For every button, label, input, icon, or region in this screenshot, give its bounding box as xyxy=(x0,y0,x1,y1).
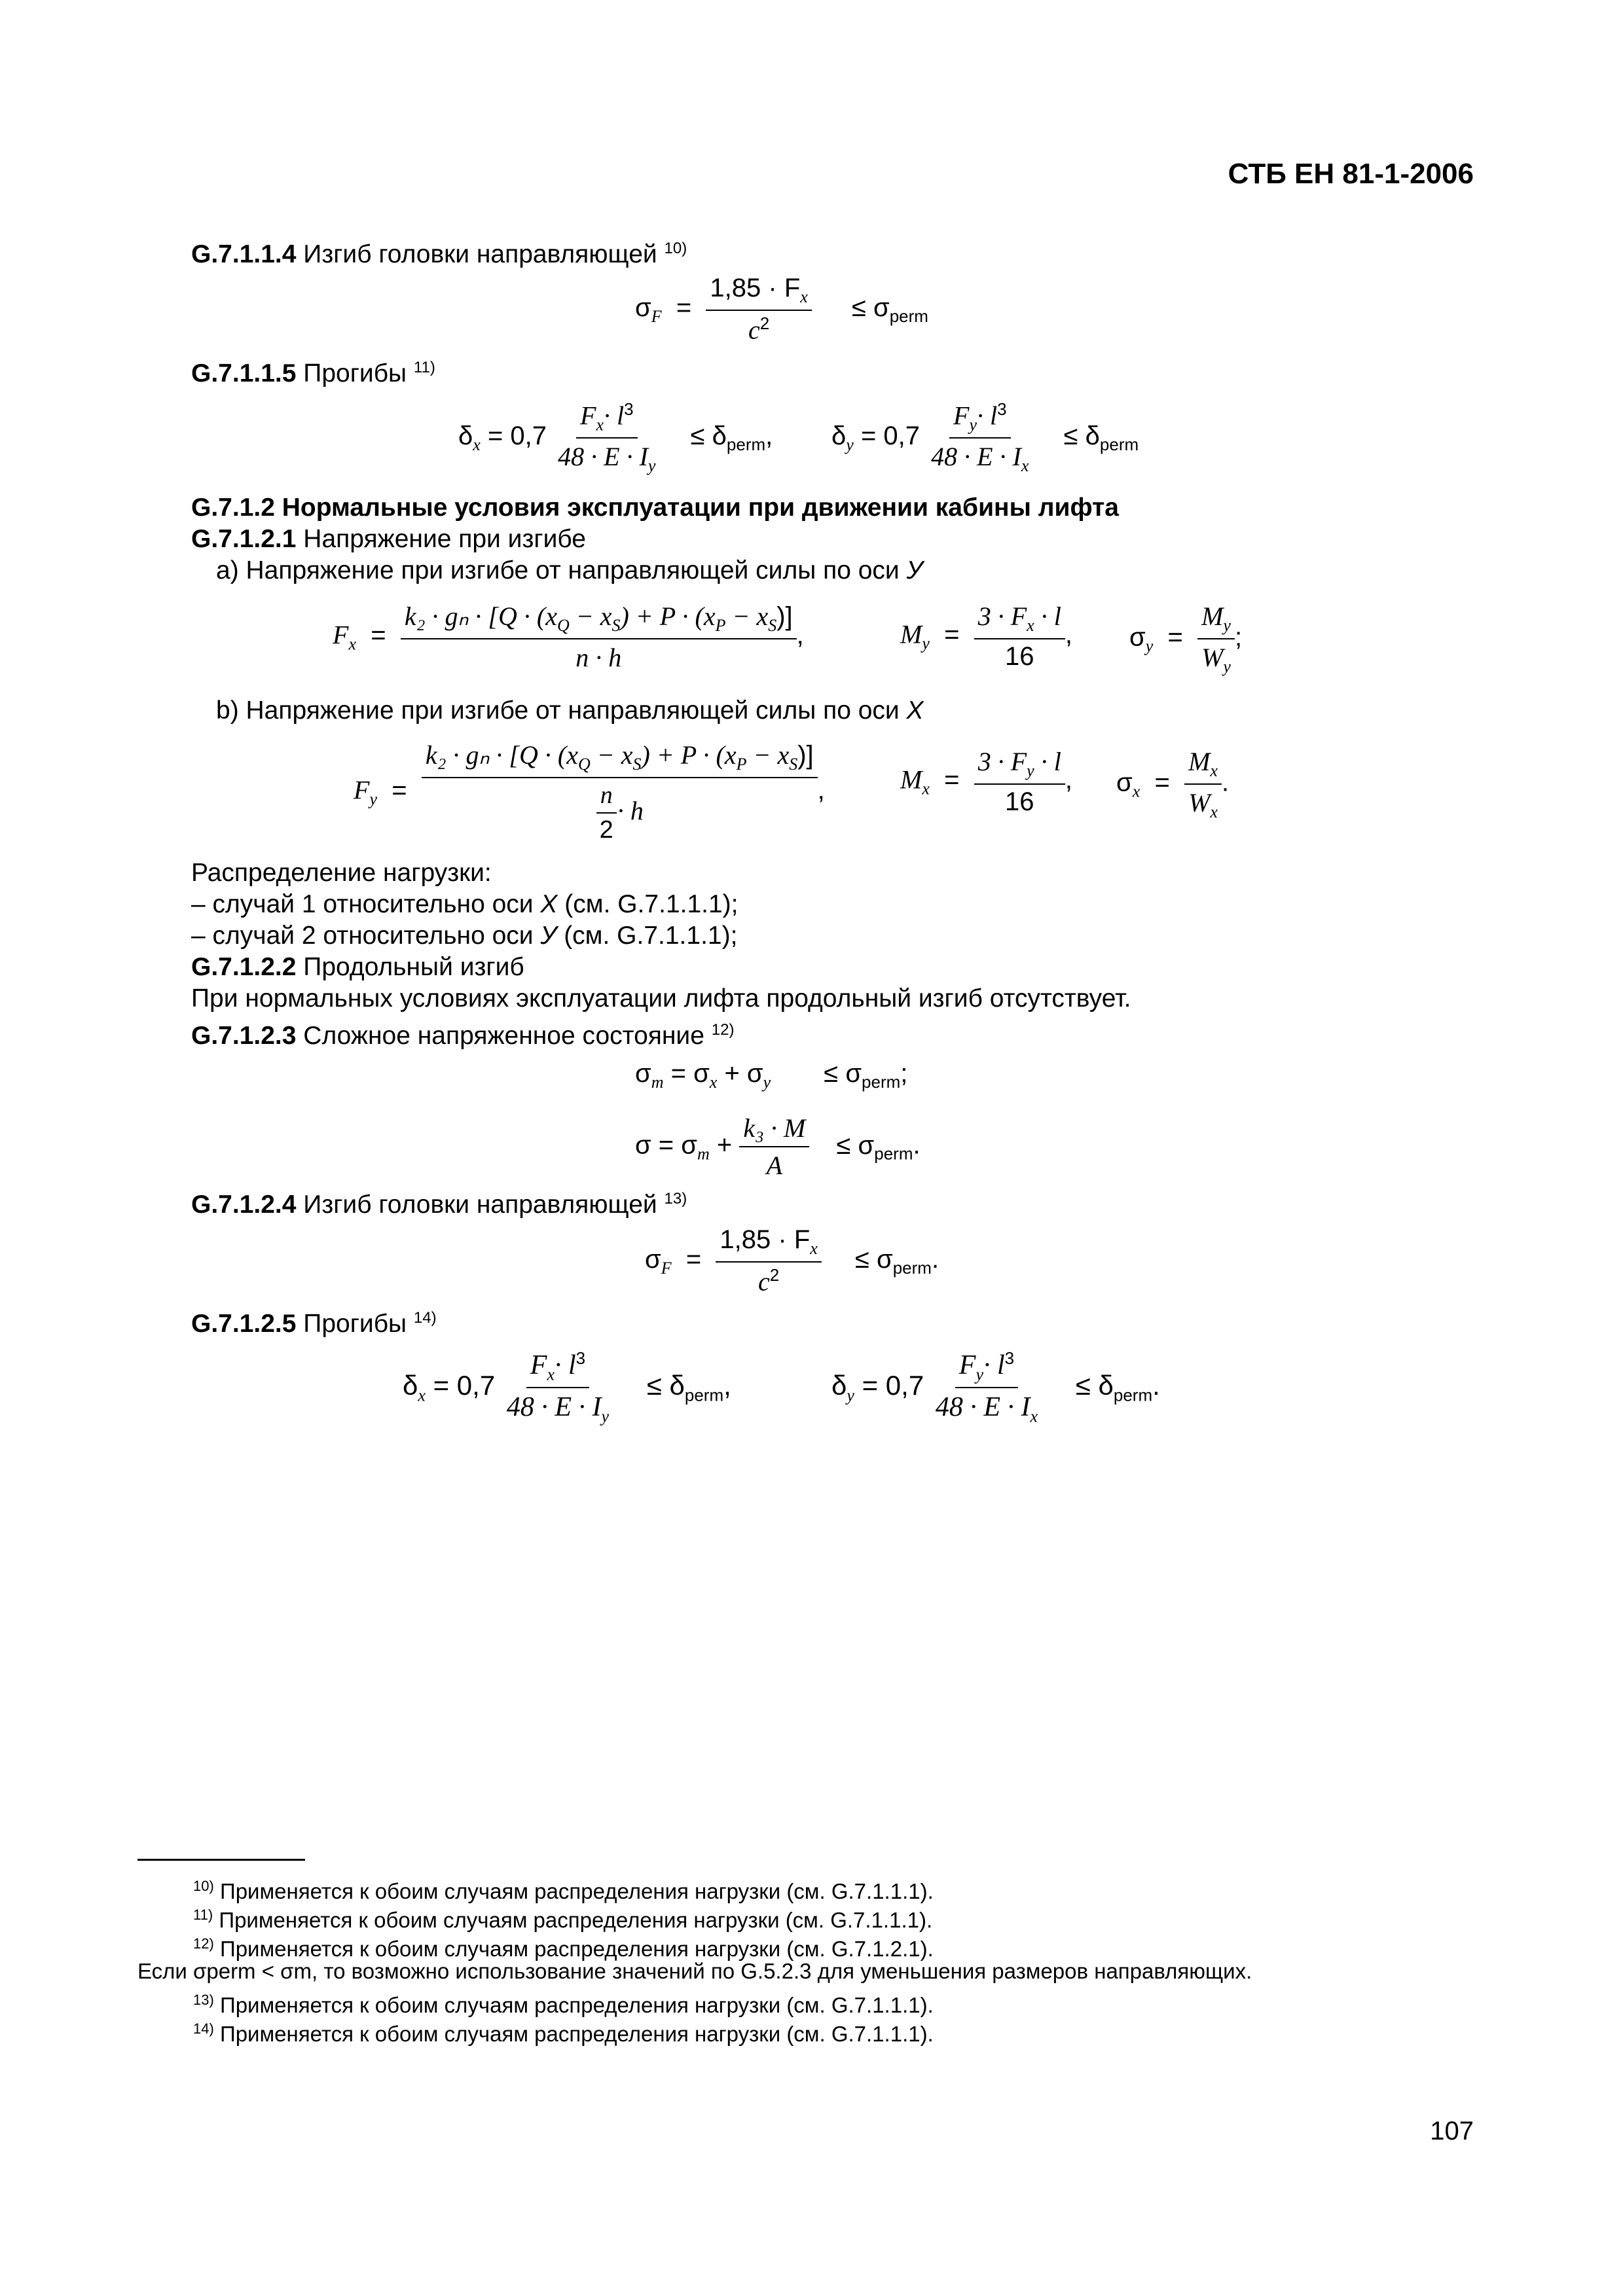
formula-deflection-x-2 xyxy=(403,1348,731,1427)
subscript: y xyxy=(1145,636,1154,656)
case-text: – случай 2 относительно оси xyxy=(191,922,541,950)
subscript: y xyxy=(1223,657,1231,676)
footnote xyxy=(137,1958,1252,1984)
footnote-ref: 12) xyxy=(711,1021,735,1039)
section-number: G.7.1.2.1 xyxy=(191,525,297,553)
footnote xyxy=(193,1931,934,1962)
relation: ≤ δ xyxy=(1063,422,1100,451)
section-title: Нормальные условия эксплуатации при движении кабины лифта xyxy=(282,493,1119,522)
numerator: 3 · F xyxy=(977,601,1027,631)
fraction xyxy=(554,399,659,476)
subscript: perm xyxy=(889,306,928,327)
superscript: 2 xyxy=(759,314,770,333)
numerator-l: · l xyxy=(555,1350,576,1380)
moment-symbol: M xyxy=(900,619,922,649)
numerator-part: · l xyxy=(1034,601,1061,631)
sigma-symbol: σ xyxy=(635,1059,651,1088)
formula-deflection-y xyxy=(831,399,1139,476)
item-a xyxy=(216,555,922,586)
item-text: а) Напряжение при изгибе от направляющей силы по оси xyxy=(216,556,907,584)
subscript: S xyxy=(611,616,621,635)
case-ref: (см. G.7.1.1.1); xyxy=(556,922,738,950)
section-heading xyxy=(191,1014,734,1052)
subscript: y xyxy=(846,435,854,455)
subscript: y xyxy=(369,789,377,809)
subscript: F xyxy=(661,1259,672,1278)
fraction xyxy=(1184,746,1222,822)
section-heading xyxy=(191,492,1119,524)
denominator: 2 xyxy=(599,816,613,844)
standard-code: СТБ ЕН 81-1-2006 xyxy=(1228,158,1474,190)
section-title: Изгиб головки направляющей xyxy=(303,1191,657,1219)
fraction xyxy=(932,1348,1042,1427)
formula-stress-sum xyxy=(635,1059,907,1092)
footnote-number: 10) xyxy=(193,1878,214,1894)
paragraph: При нормальных условиях эксплуатации лифта продольный изгиб отсутствует. xyxy=(191,984,1131,1013)
subscript: x xyxy=(1021,456,1029,476)
numerator: 3 · F xyxy=(977,747,1027,776)
subscript: x xyxy=(1030,1407,1038,1426)
footnote-number: 12) xyxy=(193,1935,214,1952)
subscript: perm xyxy=(726,435,766,455)
section-title: Напряжение при изгибе xyxy=(303,525,586,553)
subscript: perm xyxy=(1099,435,1139,455)
section-heading xyxy=(191,952,524,983)
subscript: S xyxy=(789,755,798,774)
footnote xyxy=(193,1902,932,1933)
footnote-ref: 13) xyxy=(664,1190,687,1208)
formula-force-fy: $F_y$ = $k_2 \cdot g_n \cdot [Q \cdot (x_Q - x_S) + P \cdot (x_P - x_S)]$ $\frac{n}{2}$ · h , xyxy=(354,740,825,844)
equation-part: σ = σ xyxy=(635,1130,697,1160)
numerator: F xyxy=(530,1350,547,1380)
subscript: y xyxy=(601,1407,610,1426)
section-title: Прогибы xyxy=(303,359,407,387)
coefficient: = 0,7 xyxy=(860,422,921,451)
relation: ≤ σ xyxy=(824,1059,862,1088)
denominator: 16 xyxy=(1005,787,1034,816)
load-title: Распределение нагрузки: xyxy=(191,859,492,887)
footnote-number: 11) xyxy=(193,1907,213,1923)
punctuation: . xyxy=(931,1245,939,1274)
axis-label: Х xyxy=(540,890,558,918)
section-title: Сложное напряженное состояние xyxy=(303,1022,704,1050)
section-number: G.7.1.1.5 xyxy=(191,359,297,387)
numerator-part: − x xyxy=(569,601,612,631)
coefficient: = 0,7 xyxy=(433,1369,496,1401)
subscript: x xyxy=(800,287,808,306)
footnote-ref: 11) xyxy=(413,359,435,376)
section-title: Изгиб головки направляющей xyxy=(303,240,657,268)
item-b xyxy=(216,695,924,726)
sigma-symbol: σ xyxy=(645,1245,661,1274)
case-text: – случай 1 относительно оси xyxy=(191,890,541,918)
axis-label: У xyxy=(540,922,557,950)
delta-symbol: δ xyxy=(403,1369,418,1401)
punctuation: , xyxy=(765,422,773,451)
subscript: perm xyxy=(862,1072,901,1092)
superscript: 3 xyxy=(575,1348,586,1368)
subscript: x xyxy=(922,779,930,798)
sigma-symbol: σ xyxy=(1129,622,1146,652)
numerator-part: )] xyxy=(797,741,814,770)
fraction xyxy=(974,601,1065,672)
subscript: perm xyxy=(892,1258,932,1278)
footnote-text: Применяется к обоим случаям распределения нагрузки (см. G.7.1.1.1). xyxy=(219,1993,934,2017)
load-case-1 xyxy=(191,889,739,920)
subscript: x xyxy=(810,1239,818,1258)
footnote xyxy=(193,1873,934,1905)
subscript: y xyxy=(647,456,656,476)
delta-symbol: δ xyxy=(831,1369,847,1401)
section-title: Прогибы xyxy=(303,1310,407,1338)
denominator-part: · h xyxy=(617,796,644,826)
delta-symbol: δ xyxy=(458,422,473,451)
denominator: 16 xyxy=(1005,642,1034,671)
punctuation: . xyxy=(1152,1369,1160,1401)
fraction xyxy=(927,399,1032,476)
subscript: x xyxy=(596,415,604,435)
denominator: W xyxy=(1188,788,1211,817)
section-number: G.7.1.2.3 xyxy=(191,1022,297,1050)
footnote-number: 14) xyxy=(193,2020,214,2037)
numerator-l: · l xyxy=(603,401,625,431)
force-symbol: F xyxy=(333,620,349,650)
superscript: 3 xyxy=(1004,1348,1015,1368)
subscript: x xyxy=(1027,616,1034,635)
numerator-part: ) + P · (x xyxy=(641,740,737,770)
formula-force-fx: $F_x$ = $\frac{k_2 \cdot g_n \cdot [Q \cdot (x_Q - x_S) + P \cdot (x_P - x_S)]}{n \cdot h}$ , xyxy=(333,601,804,672)
load-case-2 xyxy=(191,920,737,952)
footnote-text: Применяется к обоим случаям распределения нагрузки (см. G.7.1.1.1). xyxy=(219,2022,934,2046)
fraction xyxy=(1197,601,1235,677)
numerator: M xyxy=(1201,601,1224,631)
fraction xyxy=(401,601,797,673)
subscript: y xyxy=(969,415,977,435)
numerator: F xyxy=(580,401,596,431)
numerator-part: − x xyxy=(590,740,633,770)
numerator: k₂ · gₙ · [Q · (x xyxy=(425,740,578,770)
subscript: x xyxy=(709,1073,718,1092)
footnote-ref: 10) xyxy=(664,240,687,257)
relation: ≤ δ xyxy=(690,422,727,451)
page-number: 107 xyxy=(1430,2117,1474,2145)
formula-stress-combined xyxy=(635,1113,921,1181)
footnote-text: Применяется к обоим случаям распределения нагрузки (см. G.7.1.1.1). xyxy=(219,1908,933,1932)
formula-deflection-x xyxy=(458,399,773,476)
relation: ≤ σ xyxy=(836,1130,875,1160)
relation: ≤ δ xyxy=(646,1369,685,1401)
denominator: n · h xyxy=(575,643,622,672)
numerator: k₂ · gₙ · [Q · (x xyxy=(404,601,557,631)
numerator-l: · l xyxy=(983,1350,1005,1380)
punctuation: ; xyxy=(1234,622,1243,652)
moment-symbol: M xyxy=(900,764,922,795)
relation: ≤ σ xyxy=(851,293,890,323)
subscript: Q xyxy=(556,616,570,635)
formula-bending-head: $\sigma_F$ = $\frac{1,85 \cdot F_x}{c^2}$ ≤ $\sigma_{perm}$ xyxy=(635,274,928,345)
denominator: c xyxy=(748,315,760,345)
numerator: F xyxy=(953,401,970,431)
punctuation: . xyxy=(1221,768,1230,797)
superscript: 3 xyxy=(997,399,1007,419)
fraction xyxy=(739,1113,809,1181)
denominator: c xyxy=(758,1266,770,1297)
footnote-text: Применяется к обоим случаям распределения нагрузки (см. G.7.1.1.1). xyxy=(219,1879,934,1903)
item-text: b) Напряжение при изгибе от направляющей силы по оси xyxy=(216,696,907,725)
subscript: y xyxy=(1027,761,1034,780)
numerator: F xyxy=(958,1350,976,1380)
superscript: 2 xyxy=(769,1265,780,1285)
force-symbol: F xyxy=(354,775,370,805)
subscript: y xyxy=(922,634,930,653)
equation-part: + σ xyxy=(724,1059,763,1088)
section-number: G.7.1.1.4 xyxy=(191,240,297,268)
subscript: F xyxy=(651,307,662,327)
punctuation: , xyxy=(723,1369,731,1401)
footnote-number: 13) xyxy=(193,1992,214,2008)
footnote xyxy=(193,2016,934,2047)
inner-fraction xyxy=(596,781,617,844)
denominator: W xyxy=(1201,643,1224,672)
fraction xyxy=(706,274,811,345)
subscript: P xyxy=(715,616,726,635)
subscript: perm xyxy=(1113,1385,1153,1405)
subscript: x xyxy=(473,435,481,455)
fraction xyxy=(503,1348,613,1427)
punctuation: . xyxy=(913,1130,921,1160)
section-heading xyxy=(191,233,687,270)
section-heading xyxy=(191,1183,687,1221)
subscript: x xyxy=(1210,802,1218,821)
footnote-separator xyxy=(137,1859,305,1861)
subscript: x xyxy=(1132,781,1140,801)
axis-label: Х xyxy=(906,696,924,725)
section-heading xyxy=(191,524,586,555)
fraction xyxy=(422,740,818,844)
subscript: S xyxy=(632,755,642,774)
subscript: x xyxy=(418,1386,426,1405)
formula-stress-sx: $\sigma_x$ = $\frac{M_x}{W_x}$ . xyxy=(1116,747,1230,821)
section-heading xyxy=(191,352,435,389)
section-number: G.7.1.2.2 xyxy=(191,953,297,981)
numerator: M xyxy=(1188,747,1211,776)
equation-part: + xyxy=(716,1130,733,1160)
numerator-part: − x xyxy=(725,601,769,631)
section-number: G.7.1.2 xyxy=(191,493,275,522)
sigma-symbol: σ xyxy=(635,293,651,323)
axis-label: У xyxy=(906,556,923,584)
subscript: y xyxy=(763,1073,771,1092)
denominator: 48 · E · I xyxy=(931,442,1021,472)
numerator: k₃ · M xyxy=(739,1113,809,1147)
subscript: y xyxy=(847,1386,854,1405)
footnote-text: Если σperm < σm, то возможно использование значений по G.5.2.3 для уменьшения размеров направляющих. xyxy=(137,1959,1252,1983)
subscript: m xyxy=(651,1073,664,1092)
relation: ≤ σ xyxy=(854,1245,893,1274)
footnote-text: Применяется к обоим случаям распределения нагрузки (см. G.7.1.2.1). xyxy=(219,1937,934,1961)
numerator-part: ) + P · (x xyxy=(620,601,716,631)
section-title: Продольный изгиб xyxy=(303,953,524,981)
numerator: 1,85 · F xyxy=(710,274,801,302)
section-heading xyxy=(191,1302,437,1340)
relation: ≤ δ xyxy=(1075,1369,1114,1401)
subscript: S xyxy=(768,616,777,635)
section-number: G.7.1.2.4 xyxy=(191,1191,297,1219)
numerator-part: )] xyxy=(776,602,793,631)
numerator-part: · l xyxy=(1034,747,1061,776)
fraction xyxy=(716,1225,821,1297)
subscript: m xyxy=(697,1144,710,1164)
subscript: P xyxy=(736,755,747,774)
subscript: y xyxy=(1223,616,1231,635)
numerator: 1,85 · F xyxy=(720,1225,811,1254)
equation-part: = σ xyxy=(670,1059,710,1088)
numerator-part: − x xyxy=(746,740,790,770)
subscript: x xyxy=(1210,761,1218,780)
subscript: x xyxy=(348,634,356,654)
superscript: 3 xyxy=(624,399,634,419)
numerator: n xyxy=(596,781,617,814)
case-ref: (см. G.7.1.1.1); xyxy=(557,890,739,918)
subscript: x xyxy=(547,1365,555,1384)
coefficient: = 0,7 xyxy=(862,1369,924,1401)
formula-bending-head-2: $\sigma_F$ = $\frac{1,85 \cdot F_x}{c^2}$ ≤ $\sigma_{perm}$. xyxy=(645,1225,939,1297)
formula-moment-mx: $M_x$ = $\frac{3 \cdot F_y \cdot l}{16}$ , xyxy=(900,747,1072,816)
formula-deflection-y-2 xyxy=(831,1348,1160,1427)
subscript: Q xyxy=(577,755,591,774)
punctuation: ; xyxy=(900,1059,908,1088)
formula-moment-my: $M_y$ = $\frac{3 \cdot F_x \cdot l}{16}$ , xyxy=(900,601,1072,671)
subscript: perm xyxy=(874,1143,913,1164)
denominator: 48 · E · I xyxy=(558,442,648,472)
sigma-symbol: σ xyxy=(1116,768,1133,797)
numerator-l: · l xyxy=(976,401,998,431)
footnote xyxy=(193,1987,934,2018)
formula-stress-sy: $\sigma_y$ = $\frac{M_y}{W_y}$ ; xyxy=(1129,601,1243,676)
fraction xyxy=(974,746,1065,817)
delta-symbol: δ xyxy=(831,422,847,451)
footnote-ref: 14) xyxy=(413,1309,437,1327)
denominator: 48 · E · I xyxy=(506,1392,602,1423)
coefficient: = 0,7 xyxy=(487,422,547,451)
subscript: y xyxy=(976,1365,983,1384)
denominator: A xyxy=(766,1151,783,1180)
denominator: 48 · E · I xyxy=(935,1392,1030,1423)
section-number: G.7.1.2.5 xyxy=(191,1310,297,1338)
subscript: perm xyxy=(684,1385,724,1405)
